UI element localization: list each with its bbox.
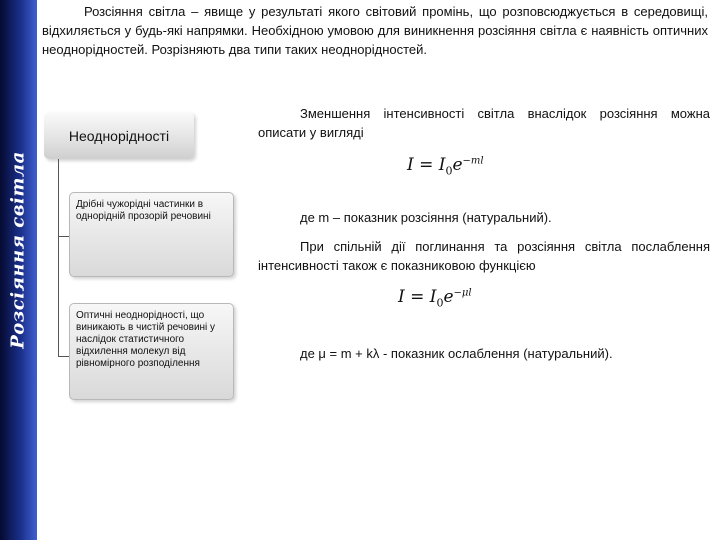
- sidebar-title: Розсіяння світла: [7, 151, 29, 349]
- connector-branch-2: [58, 356, 69, 357]
- sidebar: [0, 0, 37, 540]
- formula-scattering-exponent: −ml: [462, 155, 484, 167]
- formula-attenuation: [398, 287, 472, 309]
- formula-scattering: [407, 155, 484, 177]
- formula-attenuation-lhs: I = I: [398, 287, 437, 307]
- formula-attenuation-base: e: [443, 287, 454, 307]
- formula-attenuation-exponent: −μl: [453, 287, 472, 299]
- right-paragraph-4: де μ = m + kλ - показник ослаблення (натуральний).: [300, 346, 613, 361]
- formula-scattering-lhs: I = I: [407, 155, 446, 175]
- right-paragraph-1: Зменшення інтенсивності світла внаслідок розсіяння можна описати у вигляді: [258, 106, 710, 140]
- diagram-head-box: Неоднорідності: [44, 112, 194, 159]
- connector-vertical: [58, 159, 59, 357]
- diagram-child-box-2: Оптичні неоднорідності, що виникають в чистій речовині у наслідок статистичного відхилення молекул від рівномірного розподілення: [69, 303, 234, 400]
- formula-scattering-sub: 0: [445, 164, 453, 178]
- formula-scattering-base: e: [452, 155, 463, 175]
- right-paragraph-3: При спільній дії поглинання та розсіяння світла послаблення інтенсивності також є показниковою функцією: [258, 239, 710, 273]
- intro-paragraph: Розсіяння світла – явище у результаті якого світовий промінь, що розповсюджується в середовищі, відхиляється у будь-які напрямки. Необхідною умовою для виникнення розсіяння світла є наявність оптичних неоднорідностей. Розрізняють два типи таких неоднорідностей.: [42, 4, 708, 57]
- right-paragraph-2: де m – показник розсіяння (натуральний).: [300, 210, 552, 225]
- connector-branch-1: [58, 236, 69, 237]
- diagram-child-box-1: Дрібні чужорідні частинки в однорідній прозорій речовині: [69, 192, 234, 277]
- formula-attenuation-sub: 0: [436, 296, 444, 310]
